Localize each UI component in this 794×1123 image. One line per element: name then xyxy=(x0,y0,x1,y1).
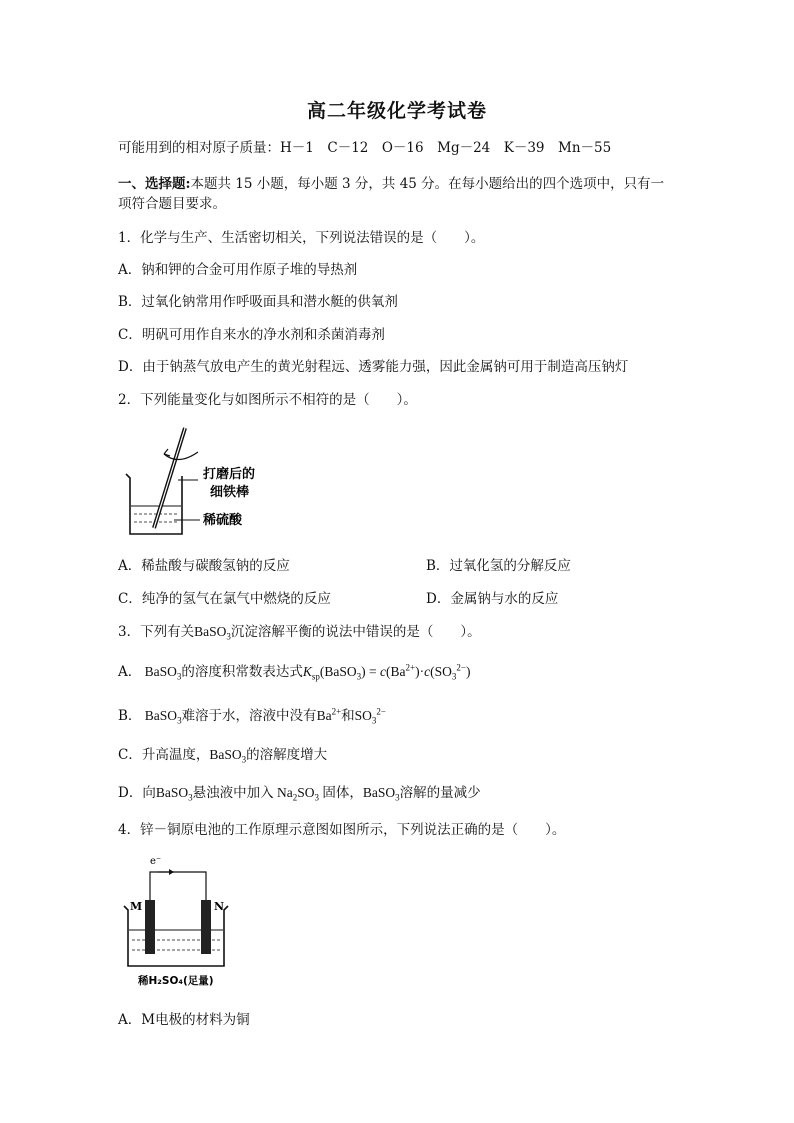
formula-baso3: BaSO$_3$ xyxy=(194,624,231,642)
q1-option-d: D．由于钠蒸气放电产生的黄光射程远、透雾能力强，因此金属钠可用于制造高压钠灯 xyxy=(118,359,629,375)
q2-stem: 2．下列能量变化与如图所示不相符的是（ ）。 xyxy=(118,392,417,408)
q1-option-a: A．钠和钾的合金可用作原子堆的导热剂 xyxy=(118,262,358,278)
fig-label-iron-rod: 细铁棒 xyxy=(210,485,250,500)
formula-baso3: BaSO$_3$ xyxy=(141,664,182,682)
q3-option-d: D．向BaSO$_3$悬浊液中加入 $Na_2SO_3$ 固体，BaSO$_3$溶解的量减少 xyxy=(118,785,481,803)
exam-title: 高二年级化学考试卷 xyxy=(306,100,487,122)
formula-baso3: BaSO$_3$ xyxy=(141,708,182,726)
q2-option-c: C．纯净的氢气在氯气中燃烧的反应 xyxy=(118,591,331,607)
ion-ba: $Ba^{2+}$ xyxy=(316,706,342,723)
q1-option-b: B．过氧化钠常用作呼吸面具和潜水艇的供氧剂 xyxy=(118,294,398,310)
fig-label-dilute-acid: 稀硫酸 xyxy=(203,513,243,528)
q2-option-b: B．过氧化氢的分解反应 xyxy=(426,558,571,574)
section-1-desc: 本题共 15 小题，每小题 3 分，共 45 分。在每小题给出的四个选项中，只有一 xyxy=(190,176,665,192)
q4-cell-figure xyxy=(118,850,238,990)
cell-beaker-outline xyxy=(124,906,228,966)
electrolyte-label: 稀H₂SO₄(足量) xyxy=(138,975,214,987)
q3-stem: 3．下列有关BaSO$_3$沉淀溶解平衡的说法中错误的是（ ）。 xyxy=(118,624,481,642)
formula-baso3: BaSO$_3$ xyxy=(362,785,400,803)
fig-label-polished: 打磨后的 xyxy=(203,467,256,482)
electron-arrow-head xyxy=(169,869,174,875)
electrode-n-label: N xyxy=(214,900,225,913)
q1-option-c: C．明矾可用作自来水的净水剂和杀菌消毒剂 xyxy=(118,327,385,343)
q3-option-c: C．升高温度，BaSO$_3$的溶解度增大 xyxy=(118,747,328,765)
q3-option-b: B． BaSO$_3$难溶于水，溶液中没有$Ba^{2+}$和$SO_3^{2-}$ xyxy=(118,706,386,726)
external-wire xyxy=(150,872,206,900)
q2-option-a: A．稀盐酸与碳酸氢钠的反应 xyxy=(118,558,290,574)
atomic-mass-line: 可能用到的相对原子质量：H－1 C－12 O－16 Mg－24 K－39 Mn－55 xyxy=(118,140,612,156)
formula-baso3: BaSO$_3$ xyxy=(209,747,247,765)
q2-beaker-figure xyxy=(118,422,288,544)
formula-baso3: BaSO$_3$ xyxy=(155,785,193,803)
q1-stem: 1．化学与生产、生活密切相关，下列说法错误的是（ ）。 xyxy=(118,230,485,246)
electrode-n xyxy=(201,900,211,954)
electron-label: e⁻ xyxy=(150,856,162,867)
q4-option-a: A．M电极的材料为铜 xyxy=(118,1012,250,1028)
q4-stem: 4．锌－铜原电池的工作原理示意图如图所示，下列说法正确的是（ ）。 xyxy=(118,822,566,838)
q2-option-d: D．金属钠与水的反应 xyxy=(426,591,559,607)
ion-so3: $SO_3^{2-}$ xyxy=(354,706,386,726)
section-1-heading: 一、选择题: xyxy=(118,176,191,192)
electrode-m-label: M xyxy=(130,900,143,913)
section-1-line1 xyxy=(118,174,664,194)
iron-rod-highlight xyxy=(154,428,185,528)
ksp-expression: $K_{sp}(BaSO_3) = c(Ba^{2+})\cdot c(SO_3^{2-})$ xyxy=(302,662,471,682)
section-1-line2: 项符合题目要求。 xyxy=(118,196,226,212)
electrode-m xyxy=(145,900,155,954)
q3-option-a: A． BaSO$_3$的溶度积常数表达式$K_{sp}(BaSO_3) = c(Ba^{2+})\cdot c(SO_3^{2-})$ xyxy=(118,662,471,682)
formula-na2so3: $Na_2SO_3$ xyxy=(273,785,319,803)
